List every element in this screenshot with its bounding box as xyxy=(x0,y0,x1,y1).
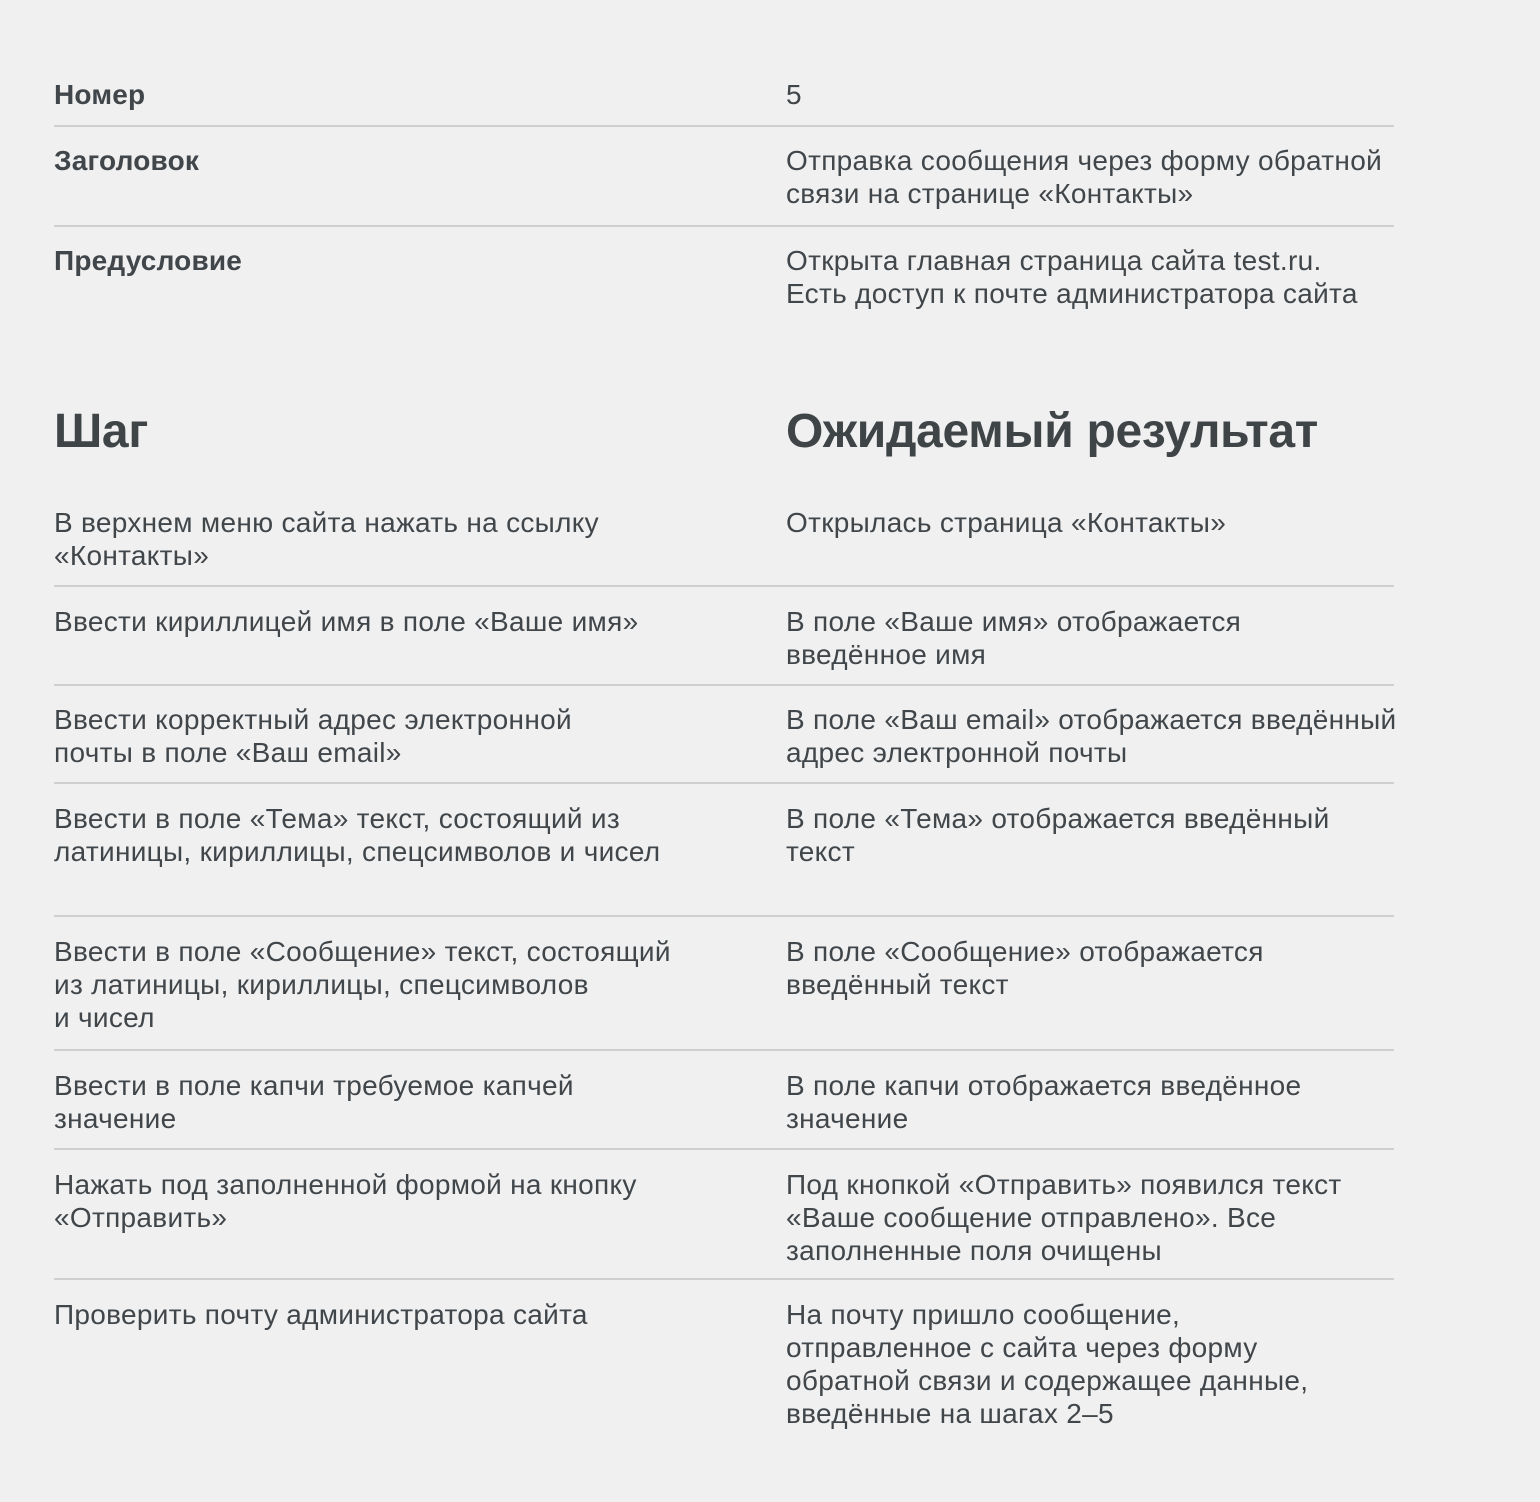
step-cell: Ввести в поле капчи требуемое капчей значение xyxy=(54,1070,574,1134)
result-cell: На почту пришло сообщение, отправленное с сайта через форму обратной связи и содержащее данные, введённые на шагах 2–5 xyxy=(786,1299,1309,1429)
steps-table-header xyxy=(54,404,1454,460)
table-row xyxy=(54,1298,1394,1438)
table-row xyxy=(54,506,1394,587)
number-value: 5 xyxy=(786,79,802,110)
table-row xyxy=(54,1069,1394,1150)
result-cell: Открылась страница «Контакты» xyxy=(786,507,1227,538)
result-cell: В поле «Ваше имя» отображается введённое имя xyxy=(786,606,1242,670)
table-row xyxy=(54,1168,1394,1280)
step-cell: В верхнем меню сайта нажать на ссылку «Контакты» xyxy=(54,507,599,571)
precondition-label: Предусловие xyxy=(54,245,243,276)
result-cell: Под кнопкой «Отправить» появился текст «Ваше сообщение отправлено». Все заполненные поля очищены xyxy=(786,1169,1342,1266)
precondition-value: Открыта главная страница сайта test.ru. Есть доступ к почте администратора сайта xyxy=(786,245,1358,309)
meta-row-number xyxy=(54,78,1394,127)
result-cell: В поле «Тема» отображается введённый текст xyxy=(786,803,1330,867)
step-column-header: Шаг xyxy=(54,405,149,458)
step-cell: Ввести в поле «Сообщение» текст, состоящий из латиницы, кириллицы, спецсимволов и чисел xyxy=(54,936,671,1033)
step-cell: Ввести корректный адрес электронной почты в поле «Ваш email» xyxy=(54,704,572,768)
result-cell: В поле «Ваш email» отображается введённый адрес электронной почты xyxy=(786,704,1397,768)
table-row xyxy=(54,703,1397,784)
result-cell: В поле «Сообщение» отображается введённый текст xyxy=(786,936,1264,1000)
table-row xyxy=(54,605,1394,686)
step-cell: Ввести кириллицей имя в поле «Ваше имя» xyxy=(54,606,639,637)
table-row xyxy=(54,935,1394,1051)
result-cell: В поле капчи отображается введённое значение xyxy=(786,1070,1302,1134)
title-label: Заголовок xyxy=(54,145,200,176)
result-column-header: Ожидаемый результат xyxy=(786,405,1318,458)
meta-row-precondition xyxy=(54,244,1394,314)
step-cell: Проверить почту администратора сайта xyxy=(54,1299,588,1330)
number-label: Номер xyxy=(54,79,146,110)
step-cell: Ввести в поле «Тема» текст, состоящий из латиницы, кириллицы, спецсимволов и чисел xyxy=(54,803,661,867)
table-row xyxy=(54,802,1394,917)
meta-row-title xyxy=(54,144,1394,227)
step-cell: Нажать под заполненной формой на кнопку «Отправить» xyxy=(54,1169,637,1233)
title-value: Отправка сообщения через форму обратной связи на странице «Контакты» xyxy=(786,145,1383,209)
